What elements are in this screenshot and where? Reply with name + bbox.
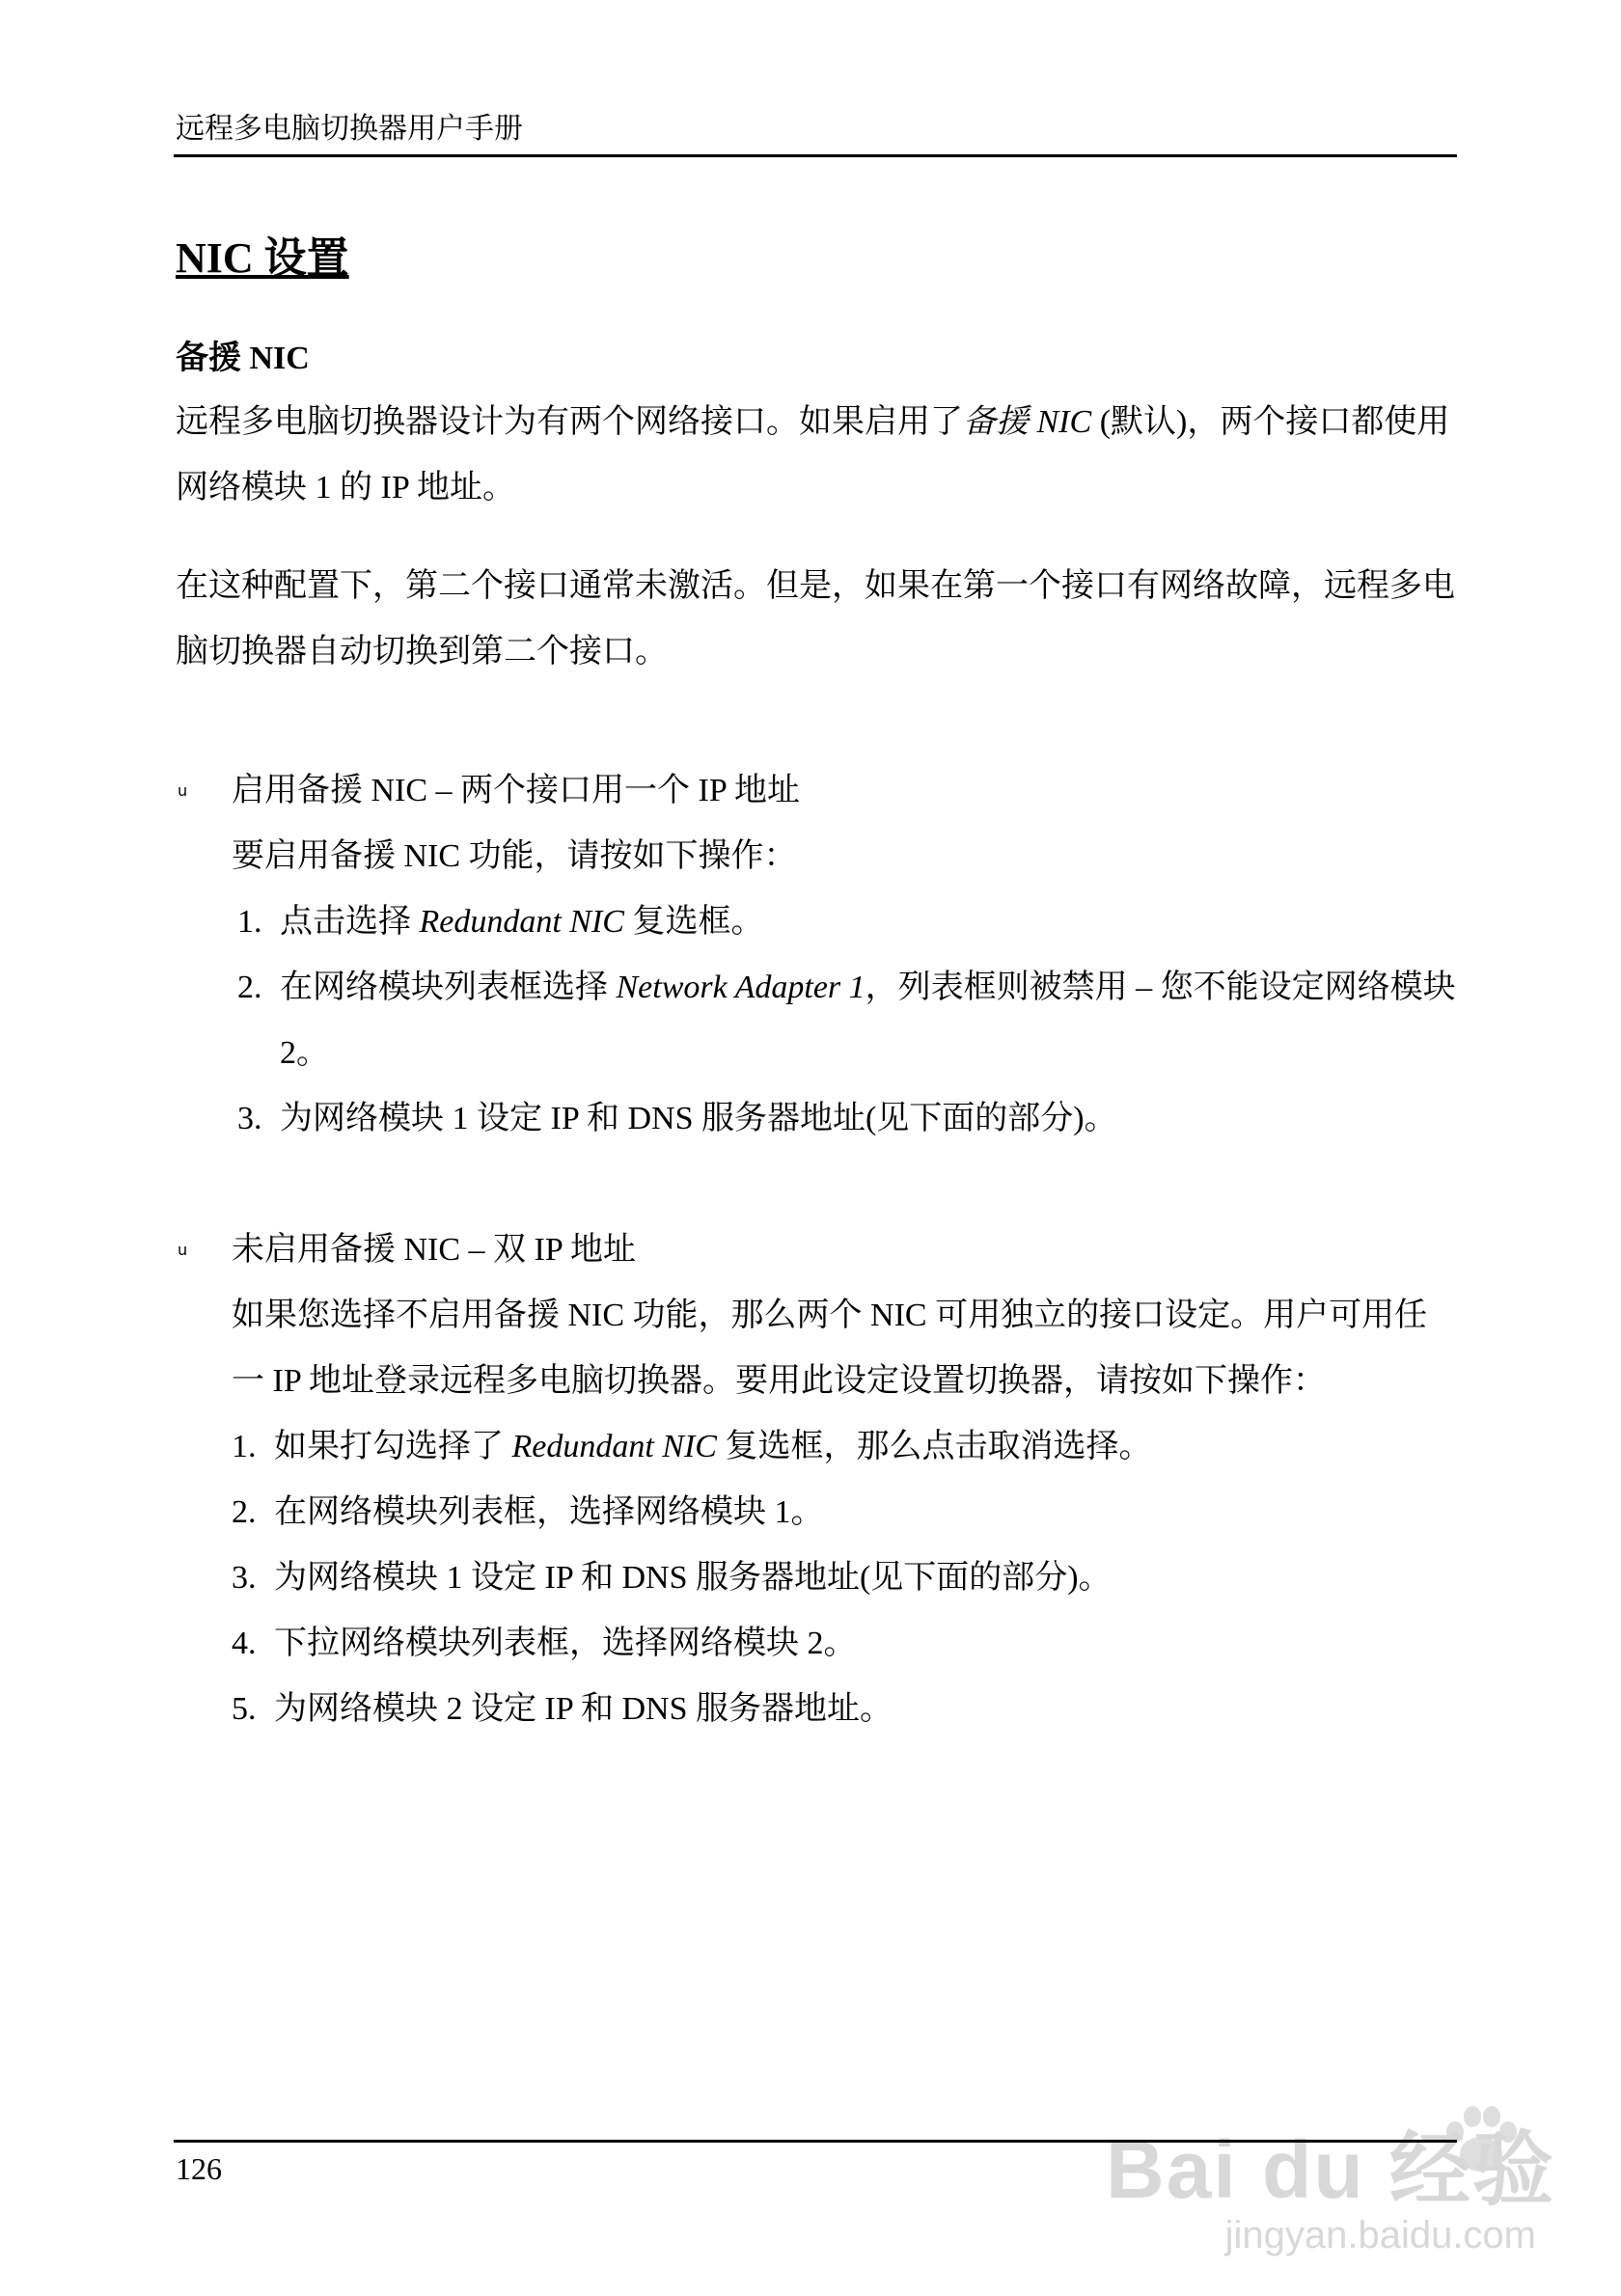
- step-number: 2.: [237, 970, 262, 1005]
- bullet-marker: u: [178, 781, 188, 800]
- paragraph-intro-italic: 备援 NIC: [963, 404, 1092, 440]
- step-text-b: ，列表框则被禁用 – 您不能设定网络模块 2。: [280, 970, 1456, 1071]
- step-number: 1.: [232, 1429, 257, 1464]
- step-text: 为网络模块 2 设定 IP 和 DNS 服务器地址。: [274, 1691, 893, 1727]
- paragraph-failover: 在这种配置下，第二个接口通常未激活。但是，如果在第一个接口有网络故障，远程多电脑切换器自动切换到第二个接口。: [176, 568, 1455, 670]
- bullet-marker: u: [178, 1241, 188, 1259]
- step-text-a: 点击选择: [280, 904, 420, 940]
- running-header: 远程多电脑切换器用户手册: [176, 113, 523, 145]
- step-text: 为网络模块 1 设定 IP 和 DNS 服务器地址(见下面的部分)。: [274, 1560, 1112, 1596]
- bullet-intro: 如果您选择不启用备援 NIC 功能，那么两个 NIC 可用独立的接口设定。用户可用任一 IP 地址登录远程多电脑切换器。要用此设定设置切换器，请按如下操作：: [232, 1298, 1428, 1399]
- step-text: [280, 889, 1457, 955]
- step-text-italic: Redundant NIC: [419, 904, 624, 940]
- step-text-b: 复选框，那么点击取消选择。: [716, 1429, 1152, 1464]
- paragraph-intro: [176, 390, 1459, 521]
- step-number: 5.: [232, 1691, 257, 1727]
- header-divider: [174, 154, 1457, 157]
- step-number: 3.: [232, 1560, 257, 1596]
- section-title: NIC 设置: [176, 234, 349, 282]
- step-number: 1.: [237, 904, 262, 940]
- step-text-b: 复选框。: [623, 904, 764, 940]
- bullet-heading: 未启用备援 NIC – 双 IP 地址: [232, 1232, 637, 1268]
- paragraph-intro-text-b: (默认)，两个接口都使用网络模块 1 的 IP 地址。: [176, 404, 1450, 506]
- step-number: 4.: [232, 1626, 257, 1661]
- step-text: [274, 1414, 1457, 1480]
- paragraph-intro-text-a: 远程多电脑切换器设计为有两个网络接口。如果启用了: [176, 404, 963, 440]
- step-text-italic: Network Adapter 1: [616, 970, 865, 1005]
- step-text: 在网络模块列表框，选择网络模块 1。: [274, 1494, 824, 1530]
- watermark: [1106, 2126, 1555, 2257]
- step-text-italic: Redundant NIC: [511, 1429, 717, 1464]
- step-number: 3.: [237, 1101, 262, 1136]
- bullet-intro: 要启用备援 NIC 功能，请按如下操作：: [232, 838, 797, 874]
- step-text: [280, 955, 1457, 1086]
- step-text: 为网络模块 1 设定 IP 和 DNS 服务器地址(见下面的部分)。: [280, 1101, 1117, 1136]
- step-text: 下拉网络模块列表框，选择网络模块 2。: [274, 1626, 857, 1661]
- step-text-a: 在网络模块列表框选择: [280, 970, 617, 1005]
- bullet-heading: 启用备援 NIC – 两个接口用一个 IP 地址: [232, 773, 801, 808]
- step-text-a: 如果打勾选择了: [274, 1429, 512, 1464]
- subsection-title: 备援 NIC: [176, 341, 310, 376]
- watermark-url: jingyan.baidu.com: [1224, 2214, 1536, 2256]
- page-number: 126: [176, 2151, 222, 2186]
- watermark-logo-text: Bai du 经验: [1105, 2124, 1555, 2215]
- footer-divider: [174, 2140, 1457, 2143]
- step-number: 2.: [232, 1494, 257, 1530]
